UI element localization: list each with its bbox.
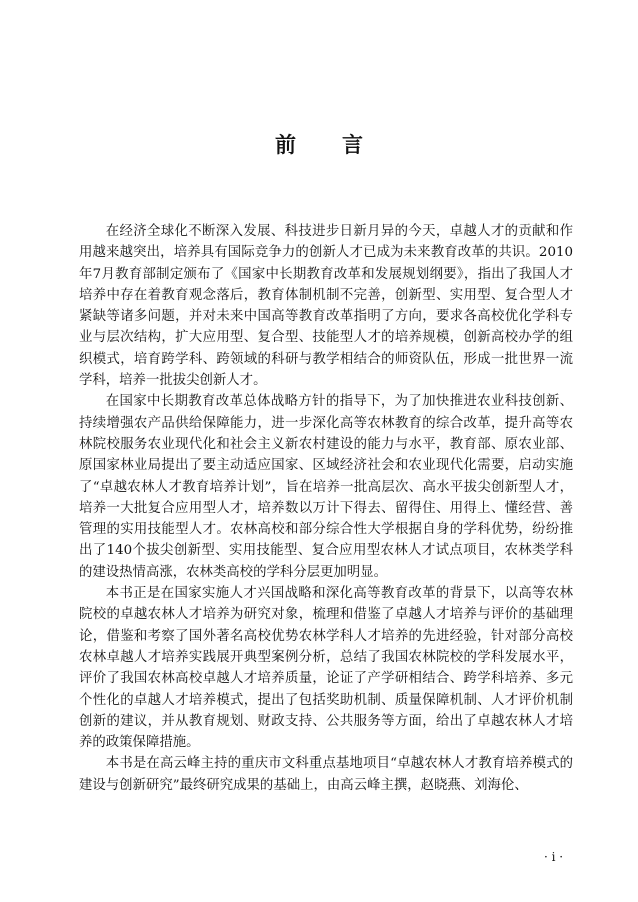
page-number: · i · — [544, 850, 564, 864]
preface-body — [79, 221, 573, 796]
title-char-1: 前 — [275, 132, 296, 157]
page-title — [0, 129, 638, 159]
paragraph: 本书正是在国家实施人才兴国战略和深化高等教育改革的背景下，以高等农林院校的卓越农林人才培养为研究对象，梳理和借鉴了卓越人才培养与评价的基础理论，借鉴和考察了国外著名高校优势农林学科人才培养的先进经验，针对部分高校农林卓越人才培养实践展开典型案例分析，总结了我国农林院校的学科发展水平，评价了我国农林高校卓越人才培养质量，论证了产学研相结合、跨学科培养、多元个性化的卓越人才培养模式，提出了包括奖助机制、质量保障机制、人才评价机制创新的建议，并从教育规划、财政支持、公共服务等方面，给出了卓越农林人才培养的政策保障措施。 — [79, 586, 573, 751]
paragraph: 在经济全球化不断深入发展、科技进步日新月异的今天，卓越人才的贡献和作用越来越突出，培养具有国际竞争力的创新人才已成为未来教育改革的共识。2010年7月教育部制定颁布了《国家中长期教育改革和发展规划纲要》，指出了我国人才培养中存在着教育观念落后，教育体制机制不完善，创新型、实用型、复合型人才紧缺等诸多问题，并对未来中国高等教育改革指明了方向，要求各高校优化学科专业与层次结构，扩大应用型、复合型、技能型人才的培养规模，创新高校办学的组织模式，培育跨学科、跨领域的科研与教学相结合的师资队伍，形成一批世界一流学科，培养一批拔尖创新人才。 — [79, 224, 573, 389]
paragraph: 本书是在高云峰主持的重庆市文科重点基地项目“卓越农林人才教育培养模式的建设与创新研究”最终研究成果的基础上，由高云峰主撰，赵晓燕、刘海伦、 — [79, 756, 573, 793]
title-char-2: 言 — [342, 132, 363, 157]
paragraph: 在国家中长期教育改革总体战略方针的指导下，为了加快推进农业科技创新、持续增强农产品供给保障能力，进一步深化高等农林教育的综合改革，提升高等农林院校服务农业现代化和社会主义新农村建设的能力与水平，教育部、原农业部、原国家林业局提出了要主动适应国家、区域经济社会和农业现代化需要，启动实施了“卓越农林人才教育培养计划”，旨在培养一批高层次、高水平拔尖创新型人才，培养一大批复合应用型人才，培养数以万计下得去、留得住、用得上、懂经营、善管理的实用技能型人才。农林高校和部分综合性大学根据自身的学科优势，纷纷推出了140个拔尖创新型、实用技能型、复合应用型农林人才试点项目，农林类学科的建设热情高涨，农林类高校的学科分层更加明显。 — [79, 394, 573, 580]
